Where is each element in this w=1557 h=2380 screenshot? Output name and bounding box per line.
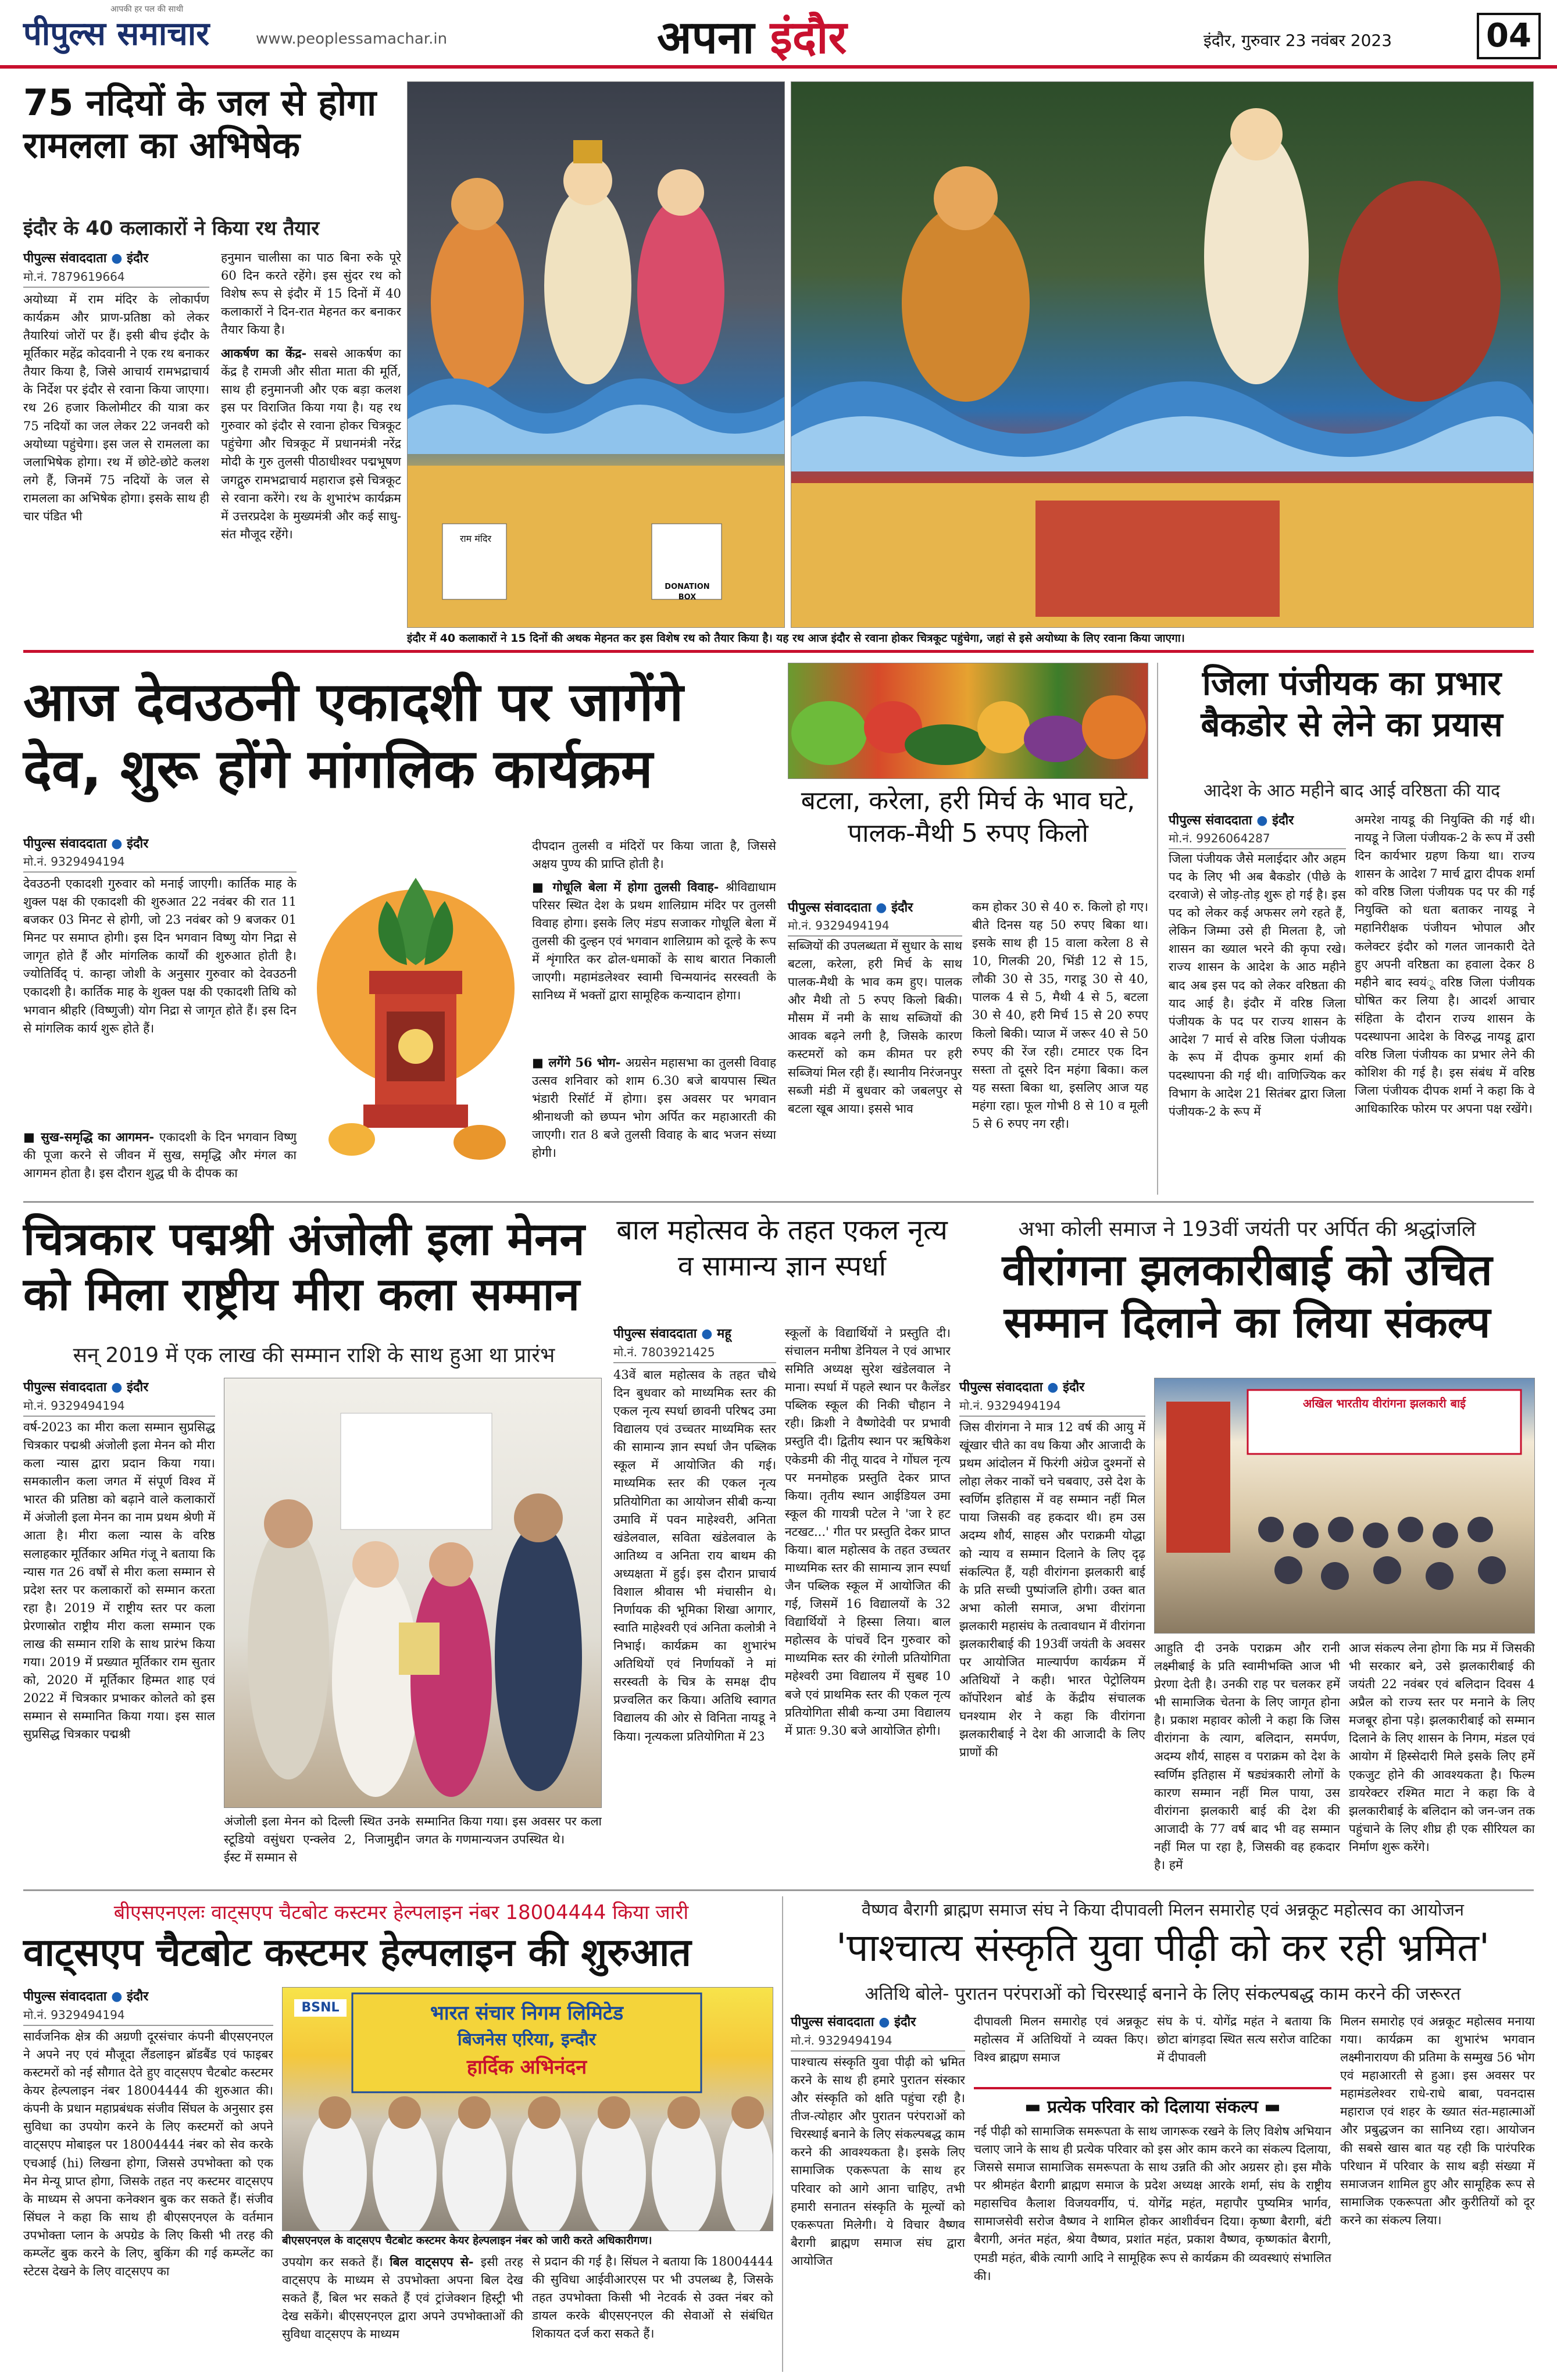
photo-label-donation-box: DONATION BOX (665, 583, 710, 602)
event-banner-text: अखिल भारतीय वीरांगना झलकारी बाई (1302, 1396, 1466, 1410)
tulsi-vrindavan-graphic (305, 837, 526, 1186)
story1-body-col1: अयोध्या में राम मंदिर के लोकार्पण कार्यक्रम और प्राण-प्रतिष्ठा को लेकर तैयारियां जोरों पर हैं। इसी बीच इंदौर के मूर्तिकार महेंद्र कोदवानी ने एक रथ बनाकर तैयार किया है, जिसे आचार्य रामभद्राचार्य के निर्देश पर इंदौर से रवाना किया जाएगा। रथ 26 हजार किलोमीटर की यात्रा कर 75 नदियों का जल लेकर 22 जनवरी को अयोध्या पहुंचेगा। इस जल से रामलला का जलाभिषेक होगा। रथ में छोटे-छोटे कलश लगे हैं, जिनमें 75 नदियों के जल से रामलला का अभिषेक होगा। इसके साथ ही चार पंडित भी (23, 292, 209, 523)
bsnl-logo: BSNL (294, 1999, 347, 2017)
story4-body-col2: अमरेश नायडू की नियुक्ति की गई थी। नायडू ने जिला पंजीयक-2 के रूप में उसी दिन कार्यभार ग्रहण किया था। राज्य शासन के आदेश 7 मार्च द्वारा दीपक शर्मा को वरिष्ठ जिला पंजीयक पद पर की गई नियुक्ति को धता बताकर नायडू ने महानिरीक्षक पंजीयन भोपाल और कलेक्टर इंदौर को गलत जानकारी देते हुए अपनी वरिष्ठता का हवाला देकर 8 महीने बाद स्वयं‍ू वरिष्ठ जिला पंजीयक घोषित कर लिया है। आदर्श आचार संहिता के दौरान राज्य शासन के पदस्थापना आदेश के विरुद्ध नायडू द्वारा वरिष्ठ जिला पंजीयक का प्रभार लेने की कोशिश की गई है। इस संबंध में वरिष्ठ जिला पंजीयक दीपक शर्मा ने कहा कि वे आधिकारिक फोरम पर अपना पक्ष रखेंगे। (1355, 813, 1535, 1116)
story8-body-col2: उपयोग कर सकते हैं। बिल वाट्सएप से- इसी तरह वाट्सएप के माध्यम से उपभोक्ता अपना बिल देख सकते हैं, बिल भर सकते हैं एवं ट्रांजेक्शन हिस्ट्री भी देख सकेंगे। बीएसएनएल द्वारा अपने उपभोक्ताओं की सुविधा वाट्सएप के माध्यम (282, 2254, 523, 2342)
story7-byline: पीपुल्स संवाददाता ● इंदौर (959, 1380, 1085, 1395)
story1-byline: पीपुल्स संवाददाता ● इंदौर (23, 251, 149, 266)
story4-byline: पीपुल्स संवाददाता ● इंदौर (1169, 813, 1294, 828)
story4-subhead: आदेश के आठ महीने बाद आई वरिष्ठता की याद (1203, 781, 1501, 801)
story8-mobile: मो.नं. 9329494194 (23, 2007, 273, 2026)
ram-rath-photo-right (791, 81, 1534, 628)
story4-body-col1: जिला पंजीयक जैसे मलाईदार और अहम पद के लिए भी अब बैकडोर (पीछे के दरवाजे) से जोड़-तोड़ शुरू हो गई है। इस पद को लेकर कई अफसर लगे रहते हैं, लेकिन जिम्मा उसे ही मिलता है, जो शासन का ख्याल भरने की कृपा रखे। राज्य शासन के आदेश के आठ महीने बाद अब इस पद को लेकर वरिष्ठता की याद आई है। इंदौर में वरिष्ठ जिला पंजीयक के पद पर राज्य शासन के आदेश 7 मार्च से वरिष्ठ जिला पंजीयक के रूप में दीपक कुमार शर्मा की पदस्थापना की गई थी। वाणिज्यिक कर विभाग के आदेश 21 सितंबर द्वारा जिला पंजीयक-2 के रूप में (1169, 852, 1346, 1119)
story1-photo-caption: इंदौर में 40 कलाकारों ने 15 दिनों की अथक मेहनत कर इस विशेष रथ को तैयार किया है। यह रथ आज इंदौर से रवाना होकर चित्रकूट पहुंचेगा, जहां से इसे अयोध्या के लिए रवाना किया जाएगा। (407, 631, 1534, 646)
story7-body-col2: आहुति दी उनके पराक्रम और रानी लक्ष्मीबाई के प्रति स्वामीभक्ति आज भी प्रेरणा देती है। उनकी राह पर चलकर हमें भी सामाजिक चेतना के लिए जागृत होना है। प्रकाश महावर कोली ने कहा कि जिस वीरांगना के त्याग, बलिदान, समर्पण, अदम्य शौर्य, साहस व पराक्रम को देश के स्वर्णिम इतिहास में षड्यंत्रकारी लोगों के कारण सम्मान नहीं मिल पाया, उस वीरांगना झलकारी बाई की देश की आजादी के 77 वर्ष बाद भी वह सम्मान नहीं मिल पा रहा है, जिसकी वह हकदार है। हमें (1154, 1641, 1340, 1872)
story8-kicker: बीएसएनएलः वाट्सएप चैटबोट कस्टमर हेल्पलाइन नंबर 18004444 किया जारी (113, 1901, 689, 1924)
story3-body-col2: कम होकर 30 से 40 रु. किलो हो गए। बीते दिनस यह 50 रुपए बिका था। इसके साथ ही 15 वाला करेला 8 से 10, गिलकी 20, भिंडी 12 से 15, लौकी 30 से 35, गराडू 30 से 40, पालक 4 से 5, मैथी 4 से 5, बटला 30 से 40, हरी मिर्च 15 से 20 रुपए किलो बिकी। प्याज में जरूर 40 से 50 रुपए की रेंज रही। टमाटर एक दिन सस्ता तो दूसरे दिन महंगा बिका। कल यह सस्ता बिका था, इसलिए आज यह महंगा रहा। फूल गोभी 8 से 10 व मूली 5 से 6 रुपए नग रही। (972, 900, 1148, 1131)
section-divider-3 (23, 1889, 1534, 1891)
story9-subhead: अतिथि बोले- पुरातन परंपराओं को चिरस्थाई बनाने के लिए संकल्पबद्ध काम करने की जरूरत (865, 1984, 1461, 2004)
story5-body-col1: वर्ष-2023 का मीरा कला सम्मान सुप्रसिद्ध चित्रकार पद्मश्री अंजोली इला मेनन को मीरा कला न्यास द्वारा प्रदान किया गया। समकालीन कला जगत में संपूर्ण विश्व में भारत की प्रतिष्ठा को बढ़ाने वाले कलाकारों में अंजोली इला मेनन का नाम प्रथम श्रेणी में आता है। मीरा कला न्यास के वरिष्ठ सलाहकार मूर्तिकार अमित गंजू ने बताया कि न्यास गत 26 वर्षों से मीरा कला सम्मान से प्रदेश स्तर पर कलाकारों को सम्मान करता रहा है। 2019 में राष्ट्रीय स्तर पर कला प्रेरणास्रोत राष्ट्रीय मीरा कला सम्मान एक लाख की सम्मान राशि के साथ प्रारंभ किया गया। 2019 में प्रख्यात मूर्तिकार राम सुतार को, 2020 में मूर्तिकार हिम्मत शाह एवं 2022 में चित्रकार प्रभाकर कोलते को इस सम्मान से सम्मानित किया गया। इस साल सुप्रसिद्ध चित्रकार पद्मश्री (23, 1420, 215, 1742)
column-divider (1157, 663, 1158, 1195)
story9-body-col1: पाश्चात्य संस्कृति युवा पीढ़ी को भ्रमित करने के साथ ही हमारे पुरातन संस्कार और संस्कृति को क्षति पहुंचा रही है। तीज-त्योहार और पुरातन परंपराओं को चिरस्थाई बनाने के लिए संकल्पबद्ध काम करने की आवश्यकता है। इसके लिए सामाजिक एकरूपता के साथ हर परिवार को आगे आना चाहिए, तभी हमारी सनातन संस्कृति के मूल्यों को एकरूपता मिलेगी। ये विचार वैष्णव बैरागी ब्राह्मण समाज संघ द्वारा आयोजित (791, 2055, 965, 2268)
photo-banner-line1: भारत संचार निगम लिमिटेड (430, 2002, 624, 2025)
story8-body-col3: से प्रदान की गई है। सिंघल ने बताया कि 18004444 की सुविधा आईवीआरएस पर भी उपलब्ध है, जिसके तहत उपभोक्ता किसी भी नेटवर्क से उक्त नंबर को डायल करके बीएसएनएल की सेवाओं से संबंधित शिकायत दर्ज करा सकते हैं। (532, 2254, 773, 2341)
story7-kicker: अभा कोली समाज ने 193वीं जयंती पर अर्पित की श्रद्धांजलि (1018, 1217, 1476, 1241)
story2-mobile: मो.नं. 9329494194 (23, 853, 297, 873)
vegetables-photo (788, 663, 1148, 779)
jhalkaribai-event-illustration (1155, 1378, 1535, 1634)
jhalkaribai-event-photo (1154, 1378, 1535, 1634)
ram-rath-illustration-left (408, 82, 785, 628)
award-ceremony-illustration (224, 1378, 602, 1808)
story2-body-col3c: ■ लगेंगे 56 भोग- अग्रसेन महासभा का तुलसी विवाह उत्सव शनिवार को शाम 6.30 बजे बायपास स्थित भंडारी रिसॉर्ट में होगा। इस अवसर पर भगवान श्रीनाथजी को छप्पन भोग अर्पित कर महाआरती की जाएगी। रात 8 बजे तुलसी विवाह के बाद भजन संध्या होगी। (532, 1055, 776, 1160)
column-divider-bottom (782, 1896, 783, 2372)
newspaper-logo: पीपुल्स समाचार आपकी हर पल की साथी (23, 5, 210, 53)
ram-rath-illustration-right (791, 82, 1534, 628)
photo-banner-line3: हार्दिक अभिनंदन (466, 2056, 587, 2079)
story9-headline: 'पाश्चात्य संस्कृति युवा पीढ़ी को कर रही भ्रमित' (836, 1925, 1490, 1970)
story5-mobile: मो.नं. 9329494194 (23, 1398, 215, 1417)
story3-headline: बटला, करेला, हरी मिर्च के भाव घटे, पालक-मैथी 5 रुपए किलो (801, 786, 1135, 849)
logo-tagline: आपकी हर पल की साथी (110, 5, 184, 14)
story5-subhead: सन् 2019 में एक लाख की सम्मान राशि के साथ हुआ था प्रारंभ (73, 1343, 555, 1367)
story9-sidebar-box (974, 2087, 1331, 2371)
story6-body-col1: 43वें बाल महोत्सव के तहत चौथे दिन बुधवार को माध्यमिक स्तर की एकल नृत्य स्पर्धा छावनी परिषद उमा विद्यालय एवं उच्चतर माध्यमिक स्तर की सामान्य ज्ञान स्पर्धा जैन पब्लिक स्कूल में आयोजित की गई। माध्यमिक स्तर की एकल नृत्य प्रतियोगिता का आयोजन सीबी कन्या उमावि में पवन माहेश्वरी, अनिता खंडेलवाल, सविता खंडेलवाल के आतिथ्य व अनिता राय बाथम की अध्यक्षता में हुई। इस दौरान प्राचार्य विशाल श्रीवास भी मंचासीन थे। निर्णायक की भूमिका शिखा आगार, स्वाति माहेश्वरी एवं अनिता कलोत्री ने निभाई। कार्यक्रम का शुभारंभ अतिथियों एवं निर्णायकों ने मां सरस्वती के चित्र के समक्ष दीप प्रज्वलित कर किया। अतिथि स्वागत विद्यालय की ओर से विनिता नायडू ने किया। नृत्यकला प्रतियोगिता में 23 (613, 1368, 776, 1743)
story5-headline: चित्रकार पद्मश्री अंजोली इला मेनन को मिला राष्ट्रीय मीरा कला सम्मान (23, 1213, 585, 1321)
story5-photo-caption: अंजोली इला मेनन को दिल्ली स्थित उनके स्टूडियो वसुंधरा एन्क्लेव 2, निजामुद्दीन ईस्ट में सम्मान से (224, 1814, 410, 1865)
story5-byline: पीपुल्स संवाददाता ● इंदौर (23, 1380, 149, 1395)
ram-rath-photo-left (407, 81, 785, 628)
story2-body-col1b: ■ सुख-समृद्धि का आगमन- एकादशी के दिन भगवान विष्णु की पूजा करने से जीवन में सुख, समृद्धि और मंगल का आगमन होता है। इस दौरान शुद्ध घी के दीपक का (23, 1130, 297, 1181)
story2-byline: पीपुल्स संवाददाता ● इंदौर (23, 837, 149, 851)
story7-mobile: मो.नं. 9329494194 (959, 1398, 1145, 1417)
story9-body-col2: दीपावली मिलन समारोह एवं अन्नकूट महोत्सव में अतिथियों ने व्यक्त किए। विश्व ब्राह्मण समाज (974, 2014, 1148, 2065)
story7-body-col3: आज संकल्प लेना होगा कि मप्र में जिसकी भी सरकार बने, उसे झलकारीबाई की जयंती 22 नवंबर एवं बलिदान दिवस 4 अप्रैल को राज्य स्तर पर मनाने के लिए मजबूर होना पड़े। झलकारीबाई को सम्मान दिलाने के लिए शासन के निगम, मंडल एवं आयोग में हिस्सेदारी मिले इसके लिए हमें एकजुट होने की आवश्यकता है। फिल्म डायरेक्टर रश्मित माटा ने कहा कि वे झलकारीबाई के बलिदान को जन-जन तक पहुंचाने के लिए शीघ्र ही एक सीरियल का निर्माण शुरू करेंगे। (1349, 1641, 1535, 1854)
story1-body-col2: हनुमान चालीसा का पाठ बिना रुके पूरे 60 दिन करते रहेंगे। इस सुंदर रथ को विशेष रूप से इंदौर में 15 दिनों में 40 कलाकारों ने दिन-रात मेहनत कर बनाकर तैयार किया है। (221, 251, 401, 337)
story9-box-title: ▬ प्रत्येक परिवार को दिलाया संकल्प ▬ (1024, 2097, 1281, 2117)
story3-byline: पीपुल्स संवाददाता ● इंदौर (788, 900, 913, 915)
story8-byline: पीपुल्स संवाददाता ● इंदौर (23, 1989, 149, 2004)
photo-label-ram-mandir: राम मंदिर (459, 533, 492, 544)
story1-subhead: इंदौर के 40 कलाकारों ने किया रथ तैयार (23, 217, 320, 240)
story1-headline: 75 नदियों के जल से होगा रामलला का अभिषेक (23, 81, 377, 167)
story6-headline: बाल महोत्सव के तहत एकल नृत्य व सामान्य ज्ञान स्पर्धा (616, 1214, 948, 1283)
story5-body-col2: सम्मानित किया गया। इस अवसर पर कला जगत के गणमान्यजन उपस्थित थे। (416, 1814, 602, 1847)
vegetables-illustration (788, 663, 1148, 779)
story1-mobile: मो.नं. 7879619664 (23, 269, 209, 288)
section-title: अपना इंदौर (657, 12, 847, 64)
story2-headline: आज देवउठनी एकादशी पर जागेंगे देव, शुरू होंगे मांगलिक कार्यक्रम (23, 671, 684, 800)
story9-body-col4: मिलन समारोह एवं अन्नकूट महोत्सव मनाया गया। कार्यक्रम का शुभारंभ भगवान लक्ष्मीनारायण की प्रतिमा के सम्मुख 56 भोग एवं महाआरती से हुआ। इस अवसर पर महामंडलेश्वर राधे-राधे बाबा, पवनदास महाराज एवं शहर के ख्यात संत-महात्माओं और प्रबुद्धजन का सानिध्य रहा। आयोजन की सबसे खास बात यह रही कि पारंपरिक परिधान में परिवार के साथ बड़ी संख्या में समाजजन शामिल हुए और सामूहिक रूप से सामाजिक एकरूपता और कुरीतियों को दूर करने का संकल्प लिया। (1340, 2014, 1535, 2227)
bsnl-launch-photo (282, 1987, 773, 2231)
story6-mobile: मो.नं. 7803921425 (613, 1344, 776, 1363)
story1-body-col2b: आकर्षण का केंद्र- सबसे आकर्षण का केंद्र है रामजी और सीता माता की मूर्ति, साथ ही हनुमानजी और एक बड़ा कलश इस पर विराजित किया गया है। यह रथ गुरुवार को इंदौर से रवाना होकर चित्रकूट पहुंचेगा और चित्रकूट में प्रधानमंत्री नरेंद्र मोदी के गुरु तुलसी पीठाधीश्वर पद्मभूषण जगद्गुरु रामभद्राचार्य महाराज इसे चित्रकूट से रवाना करेंगे। रथ के शुभारंभ कार्यक्रम में उत्तरप्रदेश के मुख्यमंत्री और कई साधु-संत मौजूद रहेंगे। (221, 346, 401, 541)
story2-body-col3: दीपदान तुलसी व मंदिरों पर किया जाता है, जिससे अक्षय पुण्य की प्राप्ति होती है। (532, 839, 776, 871)
story2-body-col1: देवउठनी एकादशी गुरुवार को मनाई जाएगी। कार्तिक माह के शुक्ल पक्ष की एकादशी की शुरुआत 22 नवंबर की रात 11 बजकर 03 मिनट से होगी, जो 23 नवंबर को 9 बजकर 01 मिनट पर समाप्त होगी। इस दिन भगवान विष्णु योग निद्रा से जागृत होते हैं और मांगलिक कार्यों की शुरुआत होती है। ज्योतिर्विद् पं. कान्हा जोशी के अनुसार गुरुवार को देवउठनी एकादशी है। कार्तिक माह के शुक्ल पक्ष की एकादशी तिथि को भगवान श्रीहरि (विष्णुजी) योग निद्रा से जागृत होते हैं। इस दिन से मांगलिक कार्य शुरू होते हैं। (23, 877, 297, 1035)
story7-body-col1: जिस वीरांगना ने मात्र 12 वर्ष की आयु में खूंखार चीते का वध किया और आजादी के प्रथम आंदोलन में फिरंगी अंग्रेज दुश्मनों से लोहा लेकर नाकों चने चबवाए, उसे देश के स्वर्णिम इतिहास में वह सम्मान नहीं मिल पाया जिसकी वह हकदार थी। हम उस अदम्य शौर्य, साहस और पराक्रमी योद्धा को न्याय व सम्मान दिलाने के लिए दृढ़ संकल्पित हैं, यही वीरांगना झलकारी बाई के प्रति सच्ची पुष्पांजलि होगी। उक्त बात अभा कोली समाज, अभा वीरांगना झलकारी महासंघ के तत्वावधान में वीरांगना झलकारीबाई की 193वीं जयंती के अवसर पर आयोजित माल्यार्पण कार्यक्रम में अतिथियों ने कही। भारत पेट्रोलियम कॉर्पोरेशन बोर्ड के केंद्रीय संचालक घनश्याम शेर ने कहा कि वीरांगना झलकारीबाई ने देश की आजादी के लिए प्राणों की (959, 1420, 1145, 1760)
story3-body-col1: सब्जियों की उपलब्धता में सुधार के साथ बटला, करेला, हरी मिर्च के साथ पालक-मैथी के भाव कम हुए। पालक और मैथी तो 5 रुपए किलो बिकी। मौसम में नमी के साथ सब्जियों की आवक बढ़ने लगी है, जिसके कारण कस्टमरों को कम कीमत पर हरी सब्जियां मिल रही हैं। स्थानीय निरंजनपुर सब्जी मंडी में बुधवार को जबलपुर से बटला खूब आया। इससे भाव (788, 939, 962, 1116)
dateline: इंदौर, गुरुवार 23 नवंबर 2023 (1204, 31, 1392, 50)
story7-headline: वीरांगना झलकारीबाई को उचित सम्मान दिलाने का लिया संकल्प (1002, 1245, 1492, 1348)
page-number: 04 (1477, 13, 1541, 59)
story9-box-body: नई पीढ़ी को सामाजिक समरूपता के साथ जागरूक रखने के लिए विशेष अभियान चलाए जाने के साथ ही प्रत्येक परिवार को इस ओर काम करने का संकल्प दिलाया, जिससे समाज सामाजिक समरूपता के साथ उन्नति की ओर अग्रसर हो। इस मौके पर श्रीमहंत बैरागी ब्राह्मण समाज के प्रदेश अध्यक्ष आरके शर्मा, संघ के राष्ट्रीय महासचिव कैलाश विजयवर्गीय, पं. योगेंद्र महंत, महापौर पुष्यमित्र भार्गव, सामाजसेवी सरोज वैष्णव ने शामिल होकर आशीर्वचन दिया। कृष्णा बैरागी, बंटी बैरागी, अनंत महंत, श्रेया वैष्णव, प्रशांत महंत, प्रकाश वैष्णव, कृष्णकांत बैरागी, एमडी महंत, बीके त्यागी आदि ने सामूहिक रूप से कार्यक्रम की व्यवस्थाएं संभालित की। (974, 2124, 1331, 2283)
website-url: www.peoplessamachar.in (256, 30, 448, 48)
story9-kicker: वैष्णव बैरागी ब्राह्मण समाज संघ ने किया दीपावली मिलन समारोह एवं अन्नकूट महोत्सव का आयोजन (862, 1900, 1464, 1920)
story6-body-col2: स्कूलों के विद्यार्थियों ने प्रस्तुति दी। संचालन मनीषा डेनियल ने एवं आभार समिति अध्यक्ष सुरेश खंडेलवाल ने माना। स्पर्धा में पहले स्थान पर कैलेंडर पब्लिक स्कूल की निकी चौहान ने रही। क्रिशी ने वैष्णोदेवी पर प्रभावी प्रस्तुति दी। द्वितीय स्थान पर ऋषिकेश एकेडमी की नीतू यादव ने गोंघल नृत्य पर मनमोहक प्रस्तुति देकर प्राप्त किया। तृतीय स्थान आईडियल उमा स्कूल की गायत्री पटेल ने 'जा रे हट नटखट...' गीत पर प्रस्तुति देकर प्राप्त किया। बाल महोत्सव के तहत उच्चतर माध्यमिक स्तर की सामान्य ज्ञान स्पर्धा जैन पब्लिक स्कूल में आयोजित की गई, जिसमें 16 विद्यालयों के 32 विद्यार्थियों ने हिस्सा लिया। बाल महोत्सव के पांचवें दिन गुरुवार को माध्यमिक स्तर की रंगोली प्रतियोगिता महेश्वरी उमा विद्यालय में सुबह 10 बजे एवं प्राथमिक स्तर की एकल नृत्य प्रतियोगिता सीबी कन्या उमा विद्यालय में प्रातः 9.30 बजे आयोजित होगी। (785, 1326, 951, 1738)
section-divider-1 (23, 650, 1534, 653)
story8-body-col1: सार्वजनिक क्षेत्र की अग्रणी दूरसंचार कंपनी बीएसएनएल ने अपने नए एवं मौजूदा लैंडलाइन ब्रॉडबैंड एवं फाइबर कस्टमरों को नई सौगात देते हुए वाट्सएप चैटबोट कस्टमर केयर हेल्पलाइन नंबर 18004444 की शुरुआत की। कंपनी के प्रधान महाप्रबंधक संजीव सिंघल के अनुसार इस सुविधा का उपयोग करने के लिए कस्टमरों को अपने वाट्सएप मोबाइल पर 18004444 नंबर को सेव करके एचआई (hi) लिखना होगा, जिससे उपभोक्ता को एक मेन मेन्यू प्राप्त होगा, जिसके तहत नए कस्टमर वाट्सएप के माध्यम से अपना कनेक्शन बुक कर सकते हैं। संजीव सिंघल ने कहा कि साथ ही बीएसएनएल के वर्तमान उपभोक्ता प्लान के अपग्रेड के लिए किसी भी तरह की कम्प्लेंट बुक करने के लिए, बुकिंग की गई कम्प्लेंट का स्टेटस देखने के लिए वाट्सएप का (23, 2029, 273, 2279)
story4-headline: जिला पंजीयक का प्रभार बैकडोर से लेने का प्रयास (1201, 663, 1503, 744)
section-divider-2 (23, 1201, 1534, 1203)
story3-mobile: मो.नं. 9329494194 (788, 917, 962, 937)
story8-photo-caption: बीएसएनएल के वाट्सएप चैटबोट कस्टमर केयर हेल्पलाइन नंबर को जारी करते अधिकारीगण। (282, 2234, 773, 2249)
story8-headline: वाट्सएप चैटबोट कस्टमर हेल्पलाइन की शुरुआत (23, 1930, 691, 1975)
story4-mobile: मो.नं. 9926064287 (1169, 830, 1346, 849)
story9-mobile: मो.नं. 9329494194 (791, 2032, 965, 2052)
tulsi-illustration (305, 837, 526, 1186)
story6-byline: पीपुल्स संवाददाता ● महू (613, 1327, 731, 1341)
photo-banner-line2: बिजनेस एरिया, इन्दौर (457, 2029, 597, 2050)
award-ceremony-photo (224, 1378, 602, 1808)
story9-byline: पीपुल्स संवाददाता ● इंदौर (791, 2015, 916, 2029)
story2-body-col3b: ■ गोधूलि बेला में होगा तुलसी विवाह- श्रीविद्याधाम परिसर स्थित देश के प्रथम शालिग्राम मंदिर पर तुलसी विवाह होगा। इसके लिए मंडप सजाकर गोधूलि बेला में तुलसी की दुल्हन एवं भगवान शालिग्राम को दूल्हे के रूप में शृंगारित कर ढोल-धमाकों के साथ बारात निकाली जाएगी। महामंडलेश्वर स्वामी चिन्मयानंद सरस्वती के सानिध्य में भक्तों द्वारा सामूहिक कन्यादान होगा। (532, 880, 776, 1003)
story9-body-col3: संघ के पं. योगेंद्र महंत ने बताया कि छोटा बांगड़दा स्थित सत्य सरोज वाटिका में दीपावली (1157, 2014, 1331, 2065)
